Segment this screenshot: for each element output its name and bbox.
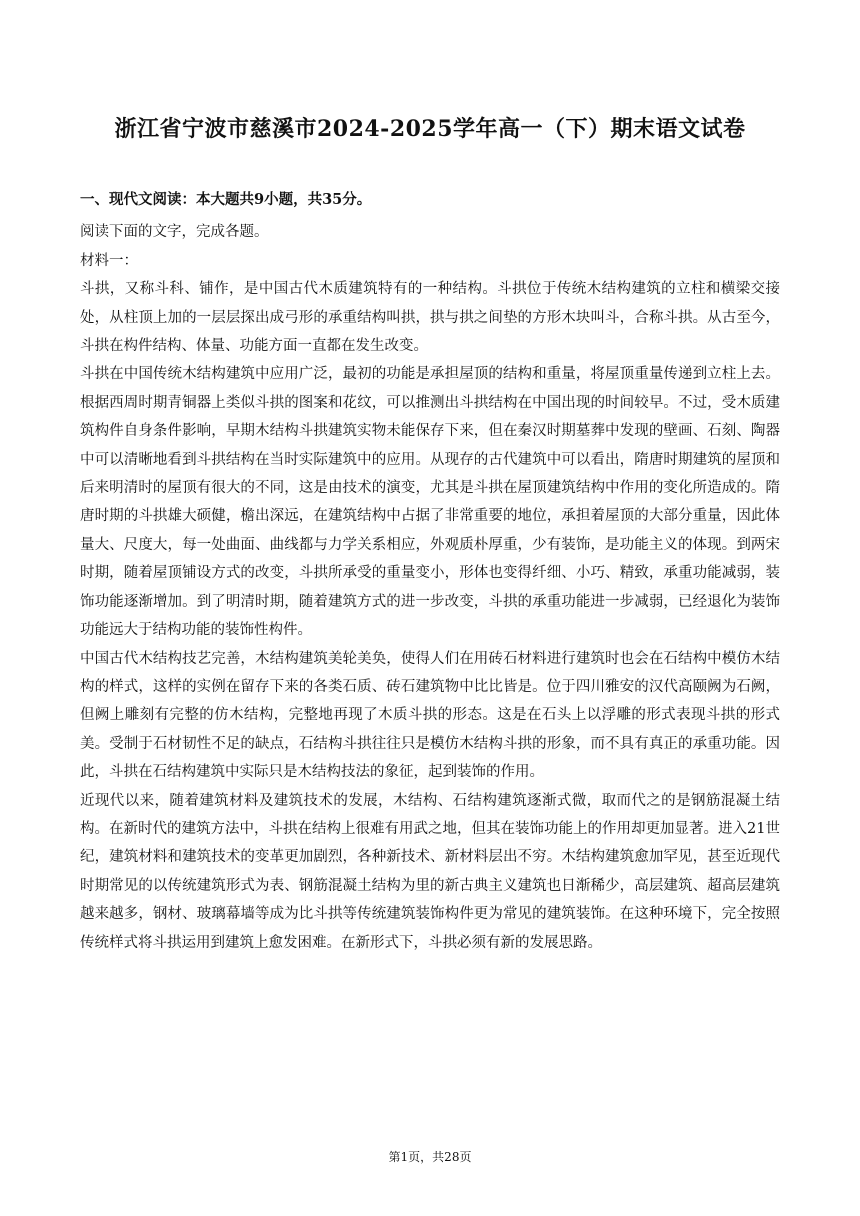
material-label: 材料一： bbox=[80, 252, 138, 269]
paragraph: 斗拱在中国传统木结构建筑中应用广泛，最初的功能是承担屋顶的结构和重量，将屋顶重量传递到立柱上去。根据西周时期青铜器上类似斗拱的图案和花纹，可以推测出斗拱结构在中国出现的时间较早。不过，受木质建筑构件自身条件影响，早期木结构斗拱建筑实物未能保存下来，但在秦汉时期墓葬中发现的壁画、石刻、陶器中可以清晰地看到斗拱结构在当时实际建筑中的应用。从现存的古代建筑中可以看出，隋唐时期建筑的屋顶和后来明清时的屋顶有很大的不同，这是由技术的演变，尤其是斗拱在屋顶建筑结构中作用的变化所造成的。隋唐时期的斗拱雄大硕健，檐出深远，在建筑结构中占据了非常重要的地位，承担着屋顶的大部分重量，因此体量大、尺度大，每一处曲面、曲线都与力学关系相应，外观质朴厚重，少有装饰，是功能主义的体现。到两宋时期，随着屋顶铺设方式的改变，斗拱所承受的重量变小，形体也变得纤细、小巧、精致，承重功能减弱，装饰功能逐渐增加。到了明清时期，随着建筑方式的进一步改变，斗拱的承重功能进一步减弱，已经退化为装饰功能远大于结构功能的装饰性构件。 bbox=[80, 366, 780, 639]
paragraph: 斗拱，又称斗科、铺作，是中国古代木质建筑特有的一种结构。斗拱位于传统木结构建筑的立柱和横梁交接处，从柱顶上加的一层层探出成弓形的承重结构叫拱，拱与拱之间垫的方形木块叫斗，合称斗拱。从古至今，斗拱在构件结构、体量、功能方面一直都在发生改变。 bbox=[80, 281, 780, 355]
exam-title: 浙江省宁波市慈溪市2024-2025学年高一（下）期末语文试卷 bbox=[114, 116, 746, 142]
page-footer: 第1页，共28页 bbox=[388, 1150, 472, 1164]
reading-instruction: 阅读下面的文字，完成各题。 bbox=[80, 224, 269, 241]
section-heading: 一、现代文阅读：本大题共9小题，共35分。 bbox=[80, 191, 372, 208]
document-body bbox=[80, 186, 780, 957]
paragraph: 中国古代木结构技艺完善，木结构建筑美轮美奂，使得人们在用砖石材料进行建筑时也会在石结构中模仿木结构的样式，这样的实例在留存下来的各类石质、砖石建筑物中比比皆是。位于四川雅安的汉代高颐阙为石阙，但阙上雕刻有完整的仿木结构，完整地再现了木质斗拱的形态。这是在石头上以浮雕的形式表现斗拱的形式美。受制于石材韧性不足的缺点，石结构斗拱往往只是模仿木结构斗拱的形象，而不具有真正的承重功能。因此，斗拱在石结构建筑中实际只是木结构技法的象征，起到装饰的作用。 bbox=[80, 650, 780, 781]
paragraph: 近现代以来，随着建筑材料及建筑技术的发展，木结构、石结构建筑逐渐式微，取而代之的是钢筋混凝土结构。在新时代的建筑方法中，斗拱在结构上很难有用武之地，但其在装饰功能上的作用却更加显著。进入21世纪，建筑材料和建筑技术的变革更加剧烈，各种新技术、新材料层出不穷。木结构建筑愈加罕见，甚至近现代时期常见的以传统建筑形式为表、钢筋混凝土结构为里的新古典主义建筑也日渐稀少，高层建筑、超高层建筑越来越多，钢材、玻璃幕墙等成为比斗拱等传统建筑装饰构件更为常见的建筑装饰。在这种环境下，完全按照传统样式将斗拱运用到建筑上愈发困难。在新形式下，斗拱必须有新的发展思路。 bbox=[80, 792, 780, 951]
